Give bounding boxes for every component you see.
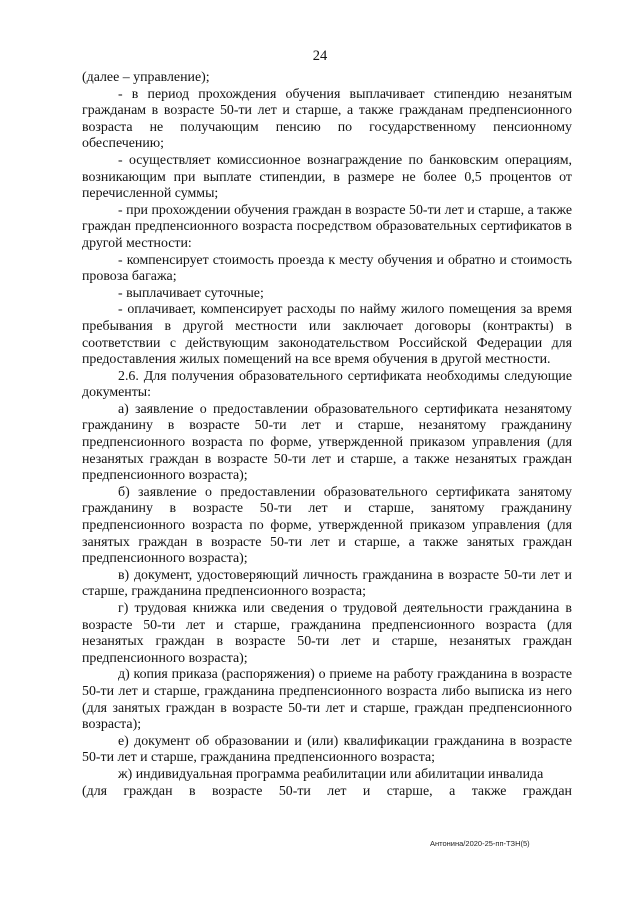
document-code: Антонина/2020-25-пп-ТЗН(5) — [430, 839, 530, 848]
list-item-b: б) заявление о предоставлении образовательного сертификата занятому гражданину в возрасте 50-ти лет и старше, занятому гражданину предпенсионного возраста по форме, утвержденной приказом управления (для занятых граждан в возрасте 50-ти лет и старше, а также занятых граждан предпенсионного возраста); — [82, 484, 572, 567]
paragraph-travel-compensation: - компенсирует стоимость проезда к месту обучения и обратно и стоимость провоза багажа; — [82, 252, 572, 285]
last-text-line: (для граждан в возрасте 50-ти лет и старше, а также граждан — [82, 783, 572, 799]
list-item-a: а) заявление о предоставлении образовательного сертификата незанятому гражданину в возрасте 50-ти лет и старше, незанятому гражданину предпенсионного возраста по форме, утвержденной приказом управления (для незанятых граждан в возрасте 50-ти лет и старше, а также незанятых граждан предпенсионного возраста); — [82, 401, 572, 484]
paragraph-daily-allowance: - выплачивает суточные; — [118, 285, 264, 301]
paragraph-section-2-6: 2.6. Для получения образовательного сертификата необходимы следующие документы: — [82, 368, 572, 401]
paragraph-commission: - осуществляет комиссионное вознаграждение по банковским операциям, возникающим при выплате стипендии, в размере не более 0,5 процентов от перечисленной суммы; — [82, 152, 572, 202]
document-body — [82, 70, 572, 800]
paragraph-continuation: (далее – управление); — [82, 70, 210, 85]
list-item-v: в) документ, удостоверяющий личность гражданина в возрасте 50-ти лет и старше, гражданина предпенсионного возраста; — [82, 567, 572, 600]
page-number: 24 — [312, 48, 328, 64]
paragraph-other-locality: - при прохождении обучения граждан в возрасте 50-ти лет и старше, а также граждан предпенсионного возраста посредством образовательных сертификатов в другой местности: — [82, 202, 572, 251]
paragraph-housing: - оплачивает, компенсирует расходы по найму жилого помещения за время пребывания в другой местности или заключает договоры (контракты) в соответствии с действующим законодательством Российской Федерации для предоставления жилых помещений на все время обучения в другой местности. — [82, 302, 572, 368]
list-item-zh: ж) индивидуальная программа реабилитации или абилитации инвалида — [118, 766, 544, 782]
paragraph-stipend: - в период прохождения обучения выплачивает стипендию незанятым гражданам в возрасте 50-ти лет и старше, а также гражданам предпенсионного возраста не получающим пенсию по государственному пенсионному обеспечению; — [82, 86, 572, 152]
list-item-g: г) трудовая книжка или сведения о трудовой деятельности гражданина в возрасте 50-ти лет и старше, гражданина предпенсионного возраста (для незанятых граждан в возрасте 50-ти лет и старше, незанятых граждан предпенсионного возраста); — [82, 601, 572, 666]
list-item-e: е) документ об образовании и (или) квалификации гражданина в возрасте 50-ти лет и старше, гражданина предпенсионного возраста; — [82, 733, 572, 766]
list-item-d: д) копия приказа (распоряжения) о приеме на работу гражданина в возрасте 50-ти лет и старше, гражданина предпенсионного возраста либо выписка из него (для занятых граждан в возрасте 50-ти лет и старше, граждан предпенсионного возраста); — [82, 667, 572, 733]
